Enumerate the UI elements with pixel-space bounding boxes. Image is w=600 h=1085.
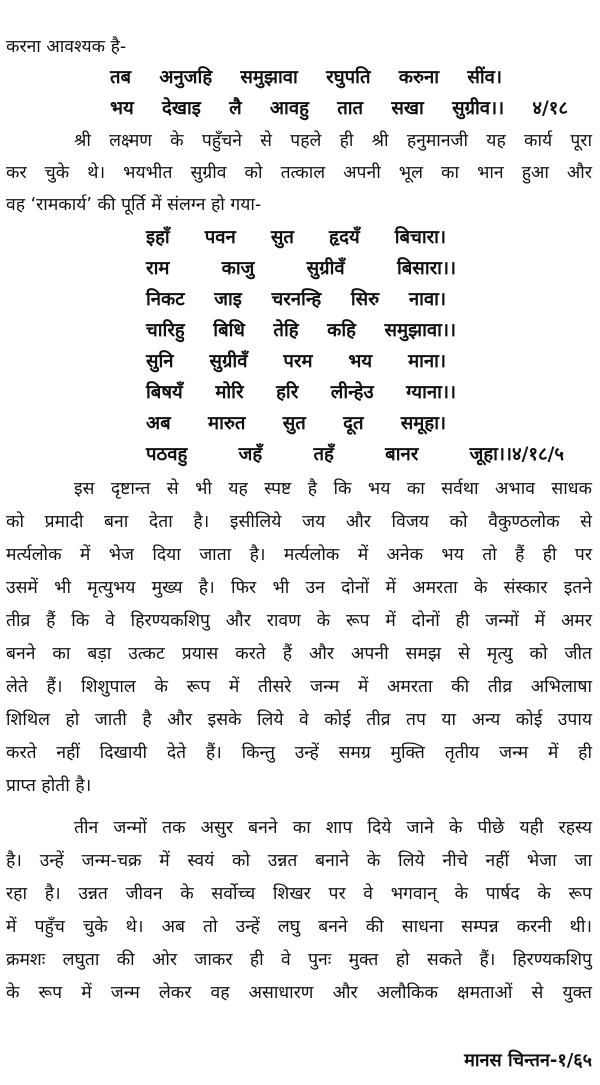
paragraph-2-line-7: लेते हैं। शिशुपाल के रूप में तीसरे जन्म में अमरता की तीव्र अभिलाषा (6, 677, 592, 697)
paragraph-2-line-1: इस दृष्टान्त से भी यह स्पष्ट है कि भय का सर्वथा अभाव साधक (74, 479, 592, 499)
chaupai-line-4: चारिहु बिधि तेहि कहि समुझावा।। (146, 320, 456, 341)
doha-line-2: भय देखाइ लै आवहु तात सखा सुग्रीव।। ४/१८ (110, 98, 568, 119)
paragraph-2-line-9: करते नहीं दिखायी देते हैं। किन्तु उन्हें समग्र मुक्ति तृतीय जन्म में ही (6, 743, 592, 763)
chaupai-line-8: पठवहु जहँ तहँ बानर जूहा।।४/१८/५ (146, 444, 564, 465)
paragraph-3-line-4: में पहुँच चुके थे। अब तो उन्हें लघु बनने की साधना सम्पन्न करनी थी। (6, 917, 592, 937)
paragraph-2-line-2: को प्रमादी बना देता है। इसीलिये जय और विजय को वैकुण्ठलोक से (6, 512, 592, 532)
intro-line: करना आवश्यक है- (6, 37, 127, 57)
doha-line-1: तब अनुजहि समुझावा रघुपति करुना सींव। (110, 67, 502, 88)
paragraph-3-line-5: क्रमशः लघुता की ओर जाकर ही वे पुनः मुक्त हो सकते हैं। हिरण्यकशिपु (6, 950, 592, 970)
paragraph-3-line-2: है। उन्हें जन्म-चक्र में स्वयं को उन्नत बनाने के लिये नीचे नहीं भेजा जा (6, 851, 592, 871)
paragraph-2-line-6: बनने का बड़ा उत्कट प्रयास करते हैं और अपनी समझ से मृत्यु को जीत (6, 644, 592, 664)
paragraph-1-line-2: कर चुके थे। भयभीत सुग्रीव को तत्काल अपनी भूल का भान हुआ और (6, 163, 592, 183)
chaupai-line-6: बिषयँ मोरि हरि लीन्हेउ ग्याना।। (146, 382, 456, 403)
paragraph-2-line-3: मर्त्यलोक में भेज दिया जाता है। मर्त्यलोक में अनेक भय तो हैं ही पर (6, 545, 592, 565)
paragraph-1-line-1: श्री लक्ष्मण के पहुँचने से पहले ही श्री हनुमानजी यह कार्य पूरा (74, 131, 592, 151)
paragraph-2-line-5: तीव्र हैं कि वे हिरण्यकशिपु और रावण के रूप में दोनों ही जन्मों में अमर (6, 611, 592, 631)
page-footer: मानस चिन्तन-१/६५ (464, 1050, 592, 1071)
paragraph-2-line-4: उसमें भी मृत्युभय मुख्य है। फिर भी उन दोनों में अमरता के संस्कार इतने (6, 578, 592, 598)
paragraph-2-line-8: शिथिल हो जाती है और इसके लिये वे कोई तीव्र तप या अन्य कोई उपाय (6, 710, 592, 730)
paragraph-3-line-1: तीन जन्मों तक असुर बनने का शाप दिये जाने के पीछे यही रहस्य (74, 818, 592, 838)
paragraph-2-line-10: प्राप्त होती है। (6, 776, 92, 796)
paragraph-3-line-6: के रूप में जन्म लेकर वह असाधारण और अलौकिक क्षमताओं से युक्त (6, 983, 592, 1003)
chaupai-line-5: सुनि सुग्रीवँ परम भय माना। (146, 351, 446, 372)
paragraph-1-line-3: वह ‘रामकार्य’ की पूर्ति में संलग्न हो गया- (6, 195, 262, 215)
paragraph-3-line-3: रहा है। उन्नत जीवन के सर्वोच्च शिखर पर वे भगवान् के पार्षद के रूप (6, 884, 592, 904)
chaupai-line-2: राम काजु सुग्रीवँ बिसारा।। (146, 258, 456, 279)
chaupai-line-1: इहाँ पवन सुत हृदयँ बिचारा। (146, 227, 446, 248)
chaupai-line-7: अब मारुत सुत दूत समूहा। (146, 413, 446, 434)
chaupai-line-3: निकट जाइ चरनन्हि सिरु नावा। (146, 289, 446, 310)
